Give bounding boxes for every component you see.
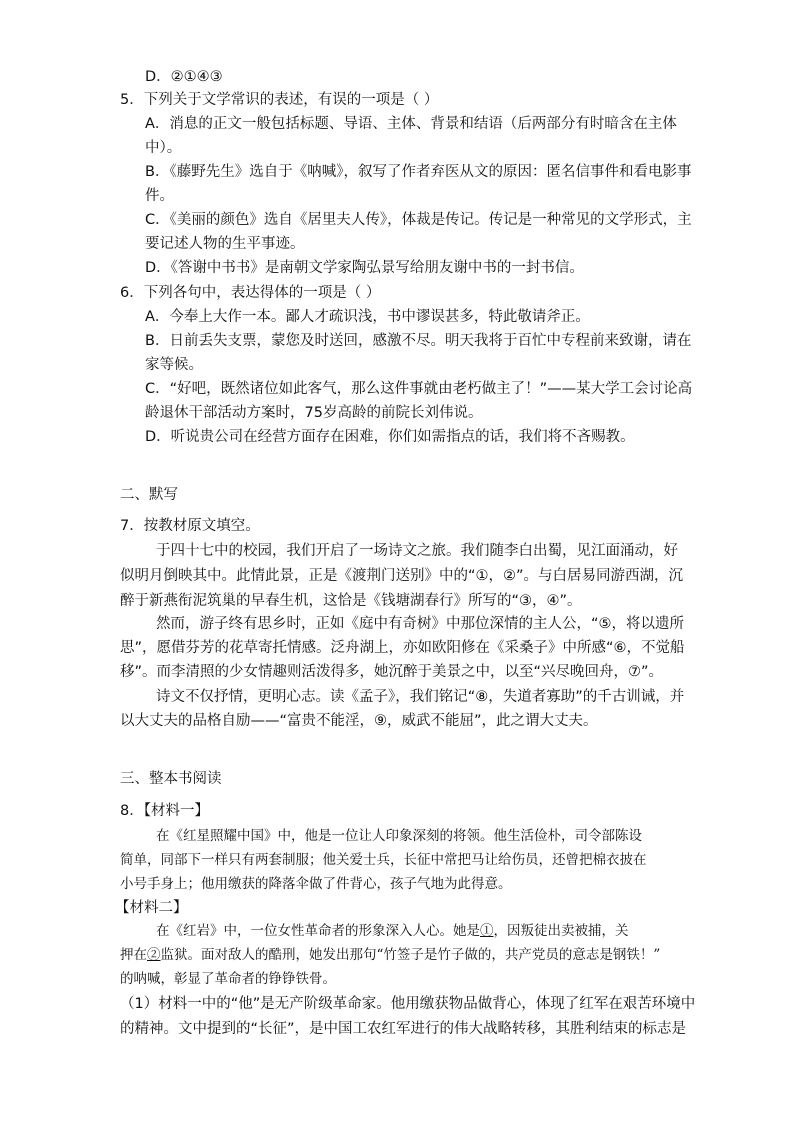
blank-1: ① — [480, 923, 494, 939]
q7-para3-line1: 诗文不仅抒情，更明心志。读《孟子》，我们铭记“⑧，失道者寡助”的千古训诫，并 — [156, 689, 685, 705]
q7-stem: 7．按教材原文填空。 — [120, 518, 260, 534]
q4-option-d: D．②①④③ — [145, 69, 223, 85]
q6-option-a: A．今奉上大作一本。鄙人才疏识浅，书中谬误甚多，特此敬请斧正。 — [145, 309, 590, 325]
q8-material1-label: 8．【材料一】 — [120, 803, 209, 819]
q5-option-c-cont: 要记述人物的生平事迹。 — [145, 236, 305, 252]
q8-material2-line2-text: 押在 — [120, 947, 147, 963]
q6-option-b-cont: 家等候。 — [145, 357, 203, 373]
q8-material1-line3: 小号手身上；他用缴获的降落伞做了件背心，孩子气地为此得意。 — [120, 876, 512, 892]
q8-material2-line1-text-end: ，因叛徒出卖被捕，关 — [493, 923, 629, 939]
q7-para3-line2: 以大丈夫的品格自励——“富贵不能淫，⑨，威武不能屈”，此之谓大丈夫。 — [120, 713, 598, 729]
q5-stem: 5．下列关于文学常识的表述，有误的一项是（ ） — [120, 92, 439, 108]
q8-material2-line2 — [120, 945, 660, 965]
q6-stem: 6．下列各句中，表达得体的一项是（ ） — [120, 285, 381, 301]
q6-option-d: D．听说贵公司在经营方面存在困难，你们如需指点的话，我们将不吝赐教。 — [145, 429, 635, 445]
q8-material2-line2-text-end: 监狱。面对敌人的酷刑，她发出那句“竹签子是竹子做的，共产党员的意志是钢铁！” — [160, 947, 661, 963]
q5-option-b: B．《藤野先生》选自于《呐喊》，叙写了作者弃医从文的原因：匿名信事件和看电影事 — [145, 164, 692, 180]
q6-option-c: C．“好吧，既然诸位如此客气，那么这件事就由老朽做主了！”——某大学工会讨论高 — [145, 381, 693, 397]
q7-para1-line2: 似明月倒映其中。此情此景，正是《渡荆门送别》中的“①，②”。与白居易同游西湖，沉 — [120, 568, 684, 584]
section-title-dictation: 二、默写 — [120, 487, 178, 503]
q8-material2-line3: 的呐喊，彰显了革命者的铮铮铁骨。 — [120, 971, 336, 987]
q8-sub1-line2: 的精神。文中提到的“长征”，是中国工农红军进行的伟大战略转移，其胜利结束的标志是 — [120, 1021, 687, 1037]
q8-material2-label: 【材料二】 — [115, 900, 188, 916]
q5-option-a-cont: 中）。 — [145, 140, 182, 156]
q8-material1-line1: 在《红星照耀中国》中，他是一位让人印象深刻的将领。他生活俭朴，司令部陈设 — [156, 828, 642, 844]
q8-sub1-line1: （1）材料一中的“他”是无产阶级革命家。他用缴获物品做背心，体现了红军在艰苦环境中 — [120, 996, 696, 1012]
q6-option-c-cont: 龄退休干部活动方案时，75岁高龄的前院长刘伟说。 — [145, 405, 483, 421]
q7-para2-line2: 思”，愿借芬芳的花草寄托情感。泛舟湖上，亦如欧阳修在《采桑子》中所感“⑥，不觉船 — [120, 640, 685, 656]
q7-para2-line3: 移”。而李清照的少女情趣则活泼得多，她沉醉于美景之中，以至“兴尽晚回舟，⑦”。 — [120, 664, 664, 680]
q5-option-c: C．《美丽的颜色》选自《居里夫人传》，体裁是传记。传记是一种常见的文学形式，主 — [145, 212, 692, 228]
q5-option-d: D．《答谢中书书》是南朝文学家陶弘景写给朋友谢中书的一封书信。 — [145, 260, 584, 276]
q7-para1-line1: 于四十七中的校园，我们开启了一场诗文之旅。我们随李白出蜀，见江面涌动，好 — [156, 543, 678, 559]
q7-para1-line3: 醉于新燕衔泥筑巢的早春生机，这恰是《钱塘湖春行》所写的“③，④”。 — [120, 593, 582, 609]
q5-option-b-cont: 件。 — [145, 188, 174, 204]
q6-option-b: B．日前丢失支票，蒙您及时送回，感激不尽。明天我将于百忙中专程前来致谢，请在 — [145, 333, 692, 349]
q8-material2-line1-text: 在《红岩》中，一位女性革命者的形象深入人心。她是 — [156, 923, 480, 939]
q8-material2-line1 — [156, 921, 629, 941]
q5-option-a: A．消息的正文一般包括标题、导语、主体、背景和结语（后两部分有时暗含在主体 — [145, 116, 677, 132]
section-title-book-reading: 三、整本书阅读 — [120, 771, 222, 787]
blank-2: ② — [147, 947, 161, 963]
q7-para2-line1: 然而，游子终有思乡时，正如《庭中有奇树》中那位深情的主人公，“⑤，将以遗所 — [156, 616, 685, 632]
q8-material1-line2: 简单，同部下一样只有两套制服；他关爱士兵，长征中常把马让给伤员，还曾把棉衣披在 — [120, 852, 647, 868]
